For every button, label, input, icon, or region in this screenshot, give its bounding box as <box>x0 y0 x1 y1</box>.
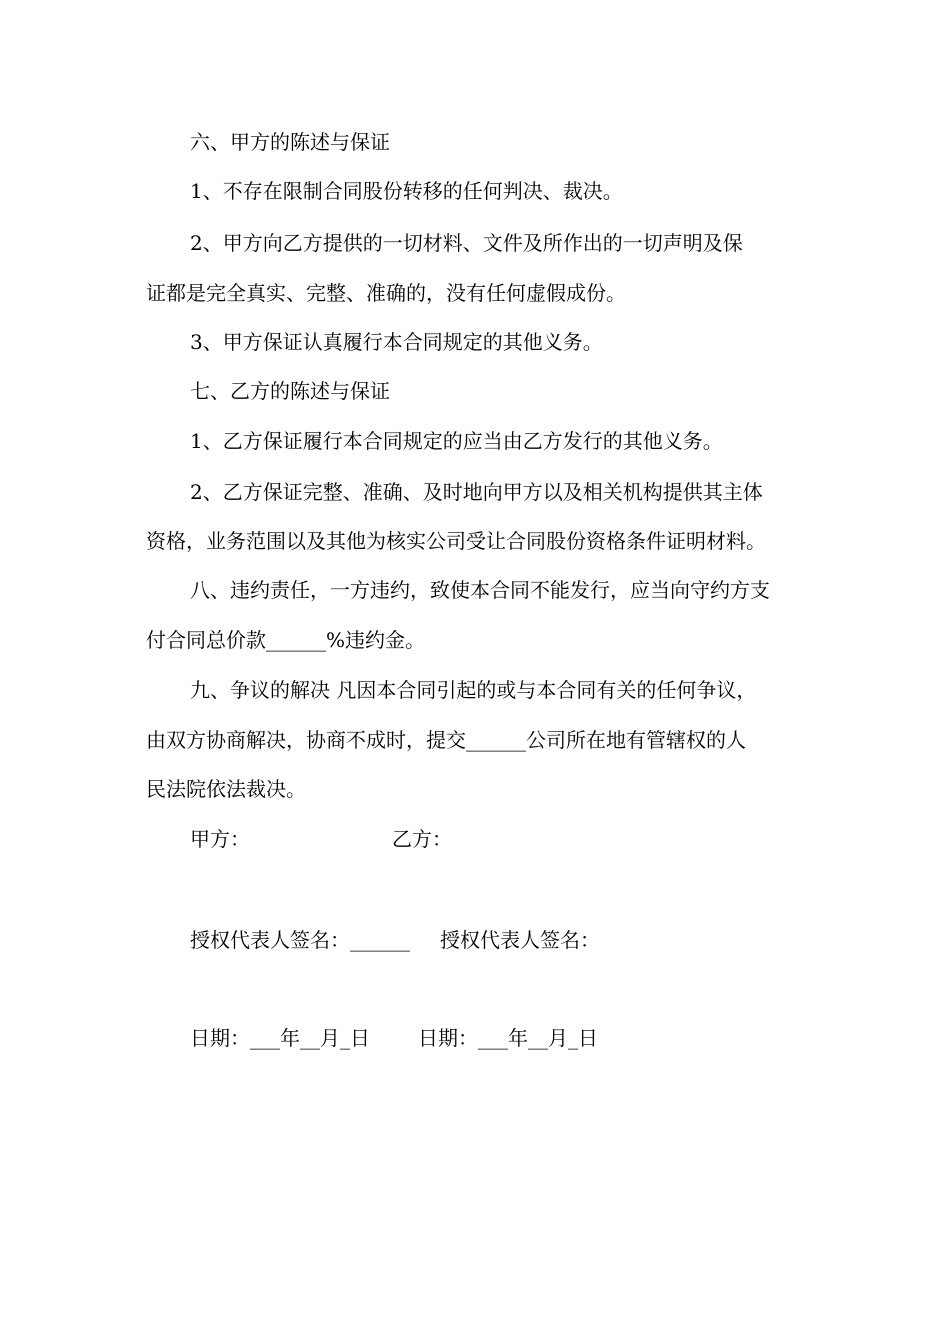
party-a-label: 甲方： <box>190 827 250 851</box>
party-b-date: 日期：___年__月_日 <box>418 1026 598 1050</box>
clause-text-continuation: 证都是完全真实、完整、准确的，没有任何虚假成份。 <box>146 281 626 305</box>
section-heading-party-a: 六、甲方的陈述与保证 <box>190 130 390 154</box>
clause-text-continuation: 资格，业务范围以及其他为核实公司受让合同股份资格条件证明材料。 <box>146 529 766 553</box>
party-b-label: 乙方： <box>392 827 452 851</box>
party-a-date: 日期：___年__月_日 <box>190 1026 370 1050</box>
party-b-representative-signature: 授权代表人签名： <box>440 928 600 952</box>
section-heading-party-b: 七、乙方的陈述与保证 <box>190 379 390 403</box>
section-dispute-continuation: 民法院依法裁决。 <box>146 777 306 801</box>
section-dispute-continuation: 由双方协商解决，协商不成时，提交______公司所在地有管辖权的人 <box>146 728 746 752</box>
clause-text: 1、不存在限制合同股份转移的任何判决、裁决。 <box>190 179 623 203</box>
clause-text: 3、甲方保证认真履行本合同规定的其他义务。 <box>190 330 603 354</box>
section-liability-continuation: 付合同总价款______%违约金。 <box>146 628 426 652</box>
section-dispute: 九、争议的解决 凡因本合同引起的或与本合同有关的任何争议， <box>190 678 757 702</box>
clause-text: 1、乙方保证履行本合同规定的应当由乙方发行的其他义务。 <box>190 429 723 453</box>
clause-text: 2、乙方保证完整、准确、及时地向甲方以及相关机构提供其主体 <box>190 480 763 504</box>
party-a-representative-signature: 授权代表人签名：______ <box>190 928 410 952</box>
clause-text: 2、甲方向乙方提供的一切材料、文件及所作出的一切声明及保 <box>190 231 743 255</box>
section-liability: 八、违约责任，一方违约，致使本合同不能发行，应当向守约方支 <box>190 578 770 602</box>
